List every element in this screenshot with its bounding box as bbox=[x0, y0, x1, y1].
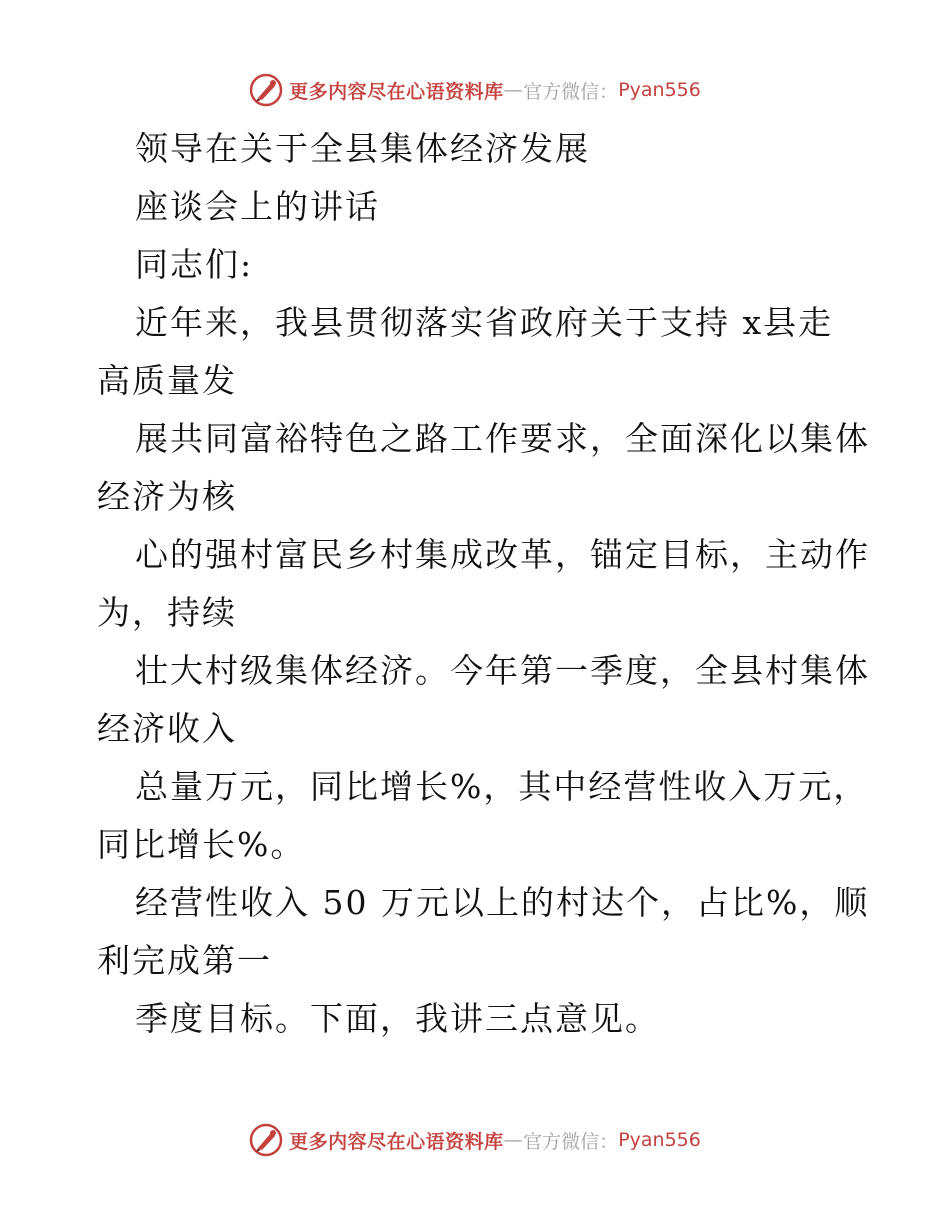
pen-logo-icon bbox=[249, 73, 283, 107]
banner-separator: — bbox=[503, 1129, 524, 1151]
paragraph-line: 经济为核 bbox=[97, 477, 237, 516]
banner-slogan: 更多内容尽在心语资料库 bbox=[289, 80, 504, 103]
banner-slogan: 更多内容尽在心语资料库 bbox=[289, 1130, 504, 1153]
paragraph-line: 心的强村富民乡村集成改革，锚定目标，主动作 bbox=[135, 535, 870, 574]
paragraph-line: 壮大村级集体经济。今年第一季度，全县村集体 bbox=[135, 651, 870, 690]
paragraph-line: 展共同富裕特色之路工作要求，全面深化以集体 bbox=[135, 419, 870, 458]
banner-wechat-label: 官方微信： bbox=[523, 80, 619, 103]
header-banner bbox=[0, 70, 950, 110]
banner-separator: — bbox=[503, 79, 524, 101]
paragraph-line: 近年来，我县贯彻落实省政府关于支持 x县走 bbox=[135, 303, 834, 342]
salutation: 同志们: bbox=[135, 245, 254, 284]
paragraph-line: 经营性收入 50 万元以上的村达个，占比%，顺 bbox=[135, 883, 870, 922]
paragraph-line: 同比增长%。 bbox=[97, 825, 306, 864]
paragraph-line: 经济收入 bbox=[97, 709, 237, 748]
banner-wechat-id: Pyan556 bbox=[618, 79, 701, 101]
pen-logo-icon bbox=[249, 1123, 283, 1157]
title-line-1: 领导在关于全县集体经济发展 bbox=[135, 129, 590, 168]
document-body bbox=[97, 120, 870, 1048]
footer-banner bbox=[0, 1120, 950, 1160]
paragraph-line: 高质量发 bbox=[97, 361, 237, 400]
paragraph-line: 为，持续 bbox=[97, 593, 237, 632]
paragraph-line: 总量万元，同比增长%，其中经营性收入万元， bbox=[135, 767, 869, 806]
banner-wechat-label: 官方微信： bbox=[523, 1130, 619, 1153]
paragraph-line: 利完成第一 bbox=[97, 941, 272, 980]
banner-wechat-id: Pyan556 bbox=[618, 1129, 701, 1151]
title-line-2: 座谈会上的讲话 bbox=[135, 187, 380, 226]
paragraph-line: 季度目标。下面，我讲三点意见。 bbox=[135, 999, 660, 1038]
